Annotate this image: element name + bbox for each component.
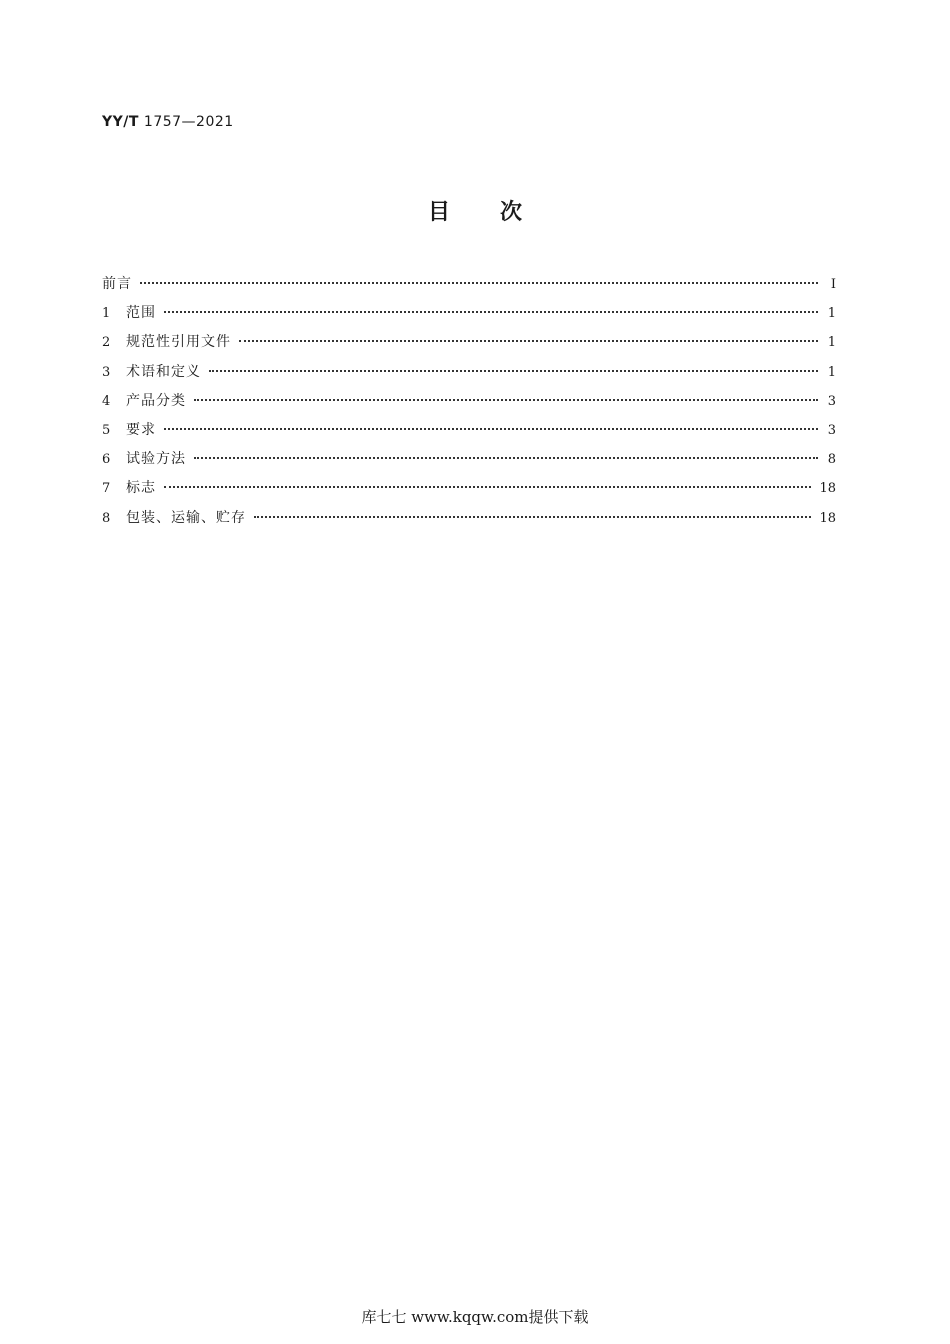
toc-entry-page: 8 — [827, 452, 836, 468]
toc-entry-label: 前言 — [102, 276, 132, 292]
toc-entry-number: 3 — [102, 364, 111, 380]
toc-entry-number: 4 — [102, 393, 111, 409]
toc-entry-scope[interactable] — [102, 302, 836, 331]
toc-entry-page: 1 — [827, 306, 836, 322]
toc-entry-label: 包装、运输、贮存 — [126, 509, 246, 526]
toc-entry-marking[interactable] — [102, 477, 836, 506]
table-of-contents — [102, 273, 836, 536]
toc-entry-page: 18 — [819, 481, 836, 497]
toc-entry-number: 8 — [102, 510, 111, 526]
toc-entry-page: 1 — [827, 364, 836, 380]
toc-leader-dots — [164, 486, 811, 488]
standard-number: 1757—2021 — [143, 114, 234, 130]
toc-entry-page: Ⅰ — [830, 277, 836, 292]
toc-entry-label: 要求 — [126, 421, 156, 438]
toc-leader-dots — [254, 516, 811, 518]
toc-title: 目次 — [427, 200, 572, 225]
toc-entry-classification[interactable] — [102, 390, 836, 419]
toc-entry-terms-definitions[interactable] — [102, 361, 836, 390]
toc-leader-dots — [194, 457, 818, 459]
toc-entry-number: 5 — [102, 422, 111, 438]
toc-leader-dots — [209, 370, 818, 372]
toc-entry-label: 试验方法 — [126, 451, 186, 468]
download-footer: 库七七 www.kqqw.com提供下载 — [361, 1308, 589, 1326]
toc-entry-label: 标志 — [126, 480, 156, 497]
toc-entry-test-methods[interactable] — [102, 448, 836, 477]
toc-entry-label: 产品分类 — [126, 392, 186, 409]
standard-code — [102, 114, 234, 130]
toc-leader-dots — [140, 282, 818, 284]
toc-entry-normative-references[interactable] — [102, 331, 836, 360]
toc-entry-requirements[interactable] — [102, 419, 836, 448]
toc-entry-number: 1 — [102, 306, 111, 322]
standard-prefix: YY/T — [102, 114, 139, 130]
toc-entry-number: 7 — [102, 481, 111, 497]
toc-entry-page: 1 — [827, 335, 836, 351]
toc-entry-label: 术语和定义 — [126, 363, 201, 380]
toc-leader-dots — [164, 428, 818, 430]
toc-entry-label: 规范性引用文件 — [126, 334, 231, 351]
toc-leader-dots — [164, 311, 818, 313]
toc-entry-number: 6 — [102, 452, 111, 468]
toc-leader-dots — [239, 340, 818, 342]
toc-entry-packaging[interactable] — [102, 507, 836, 536]
toc-entry-page: 3 — [827, 393, 836, 409]
toc-entry-label: 范围 — [126, 305, 156, 322]
toc-entry-number: 2 — [102, 335, 111, 351]
toc-entry-page: 18 — [819, 510, 836, 526]
toc-entry-preface[interactable] — [102, 273, 836, 302]
toc-entry-page: 3 — [827, 422, 836, 438]
toc-leader-dots — [194, 399, 818, 401]
